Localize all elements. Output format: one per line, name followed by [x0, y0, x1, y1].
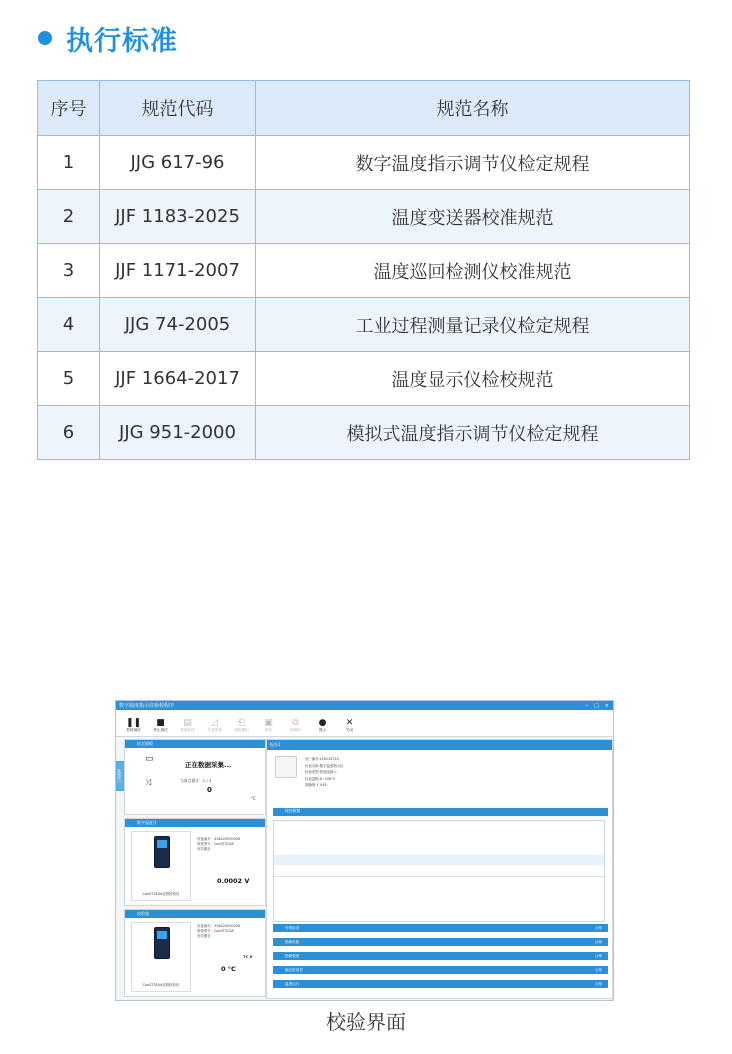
row-no: 3 — [38, 244, 100, 298]
calibrator-panel — [124, 909, 266, 997]
simulate-label: 检校模拟 — [234, 728, 249, 732]
simulate-button — [228, 718, 255, 736]
window-controls — [586, 703, 613, 709]
row-code: JJG 951-2000 — [100, 406, 256, 460]
software-screenshot — [115, 700, 614, 1001]
stop-icon: ■ — [156, 718, 165, 728]
table-row — [38, 136, 690, 190]
section-label: 绝缘电阻 — [285, 939, 300, 944]
device-info: 设备编号：316A20050008 规格型号：ConST31XA 有效期至： — [197, 837, 241, 851]
checkpoint-label: 当前点值计：1 / 3 — [180, 778, 212, 783]
row-code: JJF 1664-2017 — [100, 352, 256, 406]
device-frame — [131, 922, 191, 992]
ok-badge: 合格 — [594, 967, 602, 972]
row-name: 工业过程测量记录仪检定规程 — [256, 298, 690, 352]
ok-badge: 合格 — [594, 981, 602, 986]
row-code: JJG 74-2005 — [100, 298, 256, 352]
table-row — [38, 406, 690, 460]
window-titlebar — [116, 701, 613, 710]
grid-row-selected — [274, 855, 604, 865]
header-code: 规范代码 — [100, 81, 256, 136]
hint-button — [309, 718, 336, 736]
table-row — [38, 298, 690, 352]
device-info: 设备编号：316A20050008 规格型号：ConST31XA 有效期至： — [197, 924, 241, 938]
curve-button — [174, 718, 201, 736]
row-name: 数字温度指示调节仪检定规程 — [256, 136, 690, 190]
device-name: ConST31XA过程校验仪 — [142, 892, 180, 896]
bullet-dot-icon — [38, 31, 52, 45]
section-label: 温度运行 — [285, 981, 300, 986]
calibrator-value: 0 °C — [221, 965, 236, 973]
report-label: 计量报表 — [207, 728, 222, 732]
panel-header: 校验器 — [125, 910, 265, 918]
calibrator-device-icon — [154, 836, 170, 868]
row-no: 6 — [38, 406, 100, 460]
row-code: JJF 1171-2007 — [100, 244, 256, 298]
grid-row — [274, 867, 604, 877]
meter-value: 0.0002 V — [217, 877, 250, 885]
section-title: 执行标准 — [66, 25, 178, 57]
maximize-icon: □ — [594, 702, 599, 709]
check-value: 0 — [207, 786, 212, 794]
shuffle-icon: ⤨ — [145, 778, 152, 787]
row-no: 1 — [38, 136, 100, 190]
ok-badge: 合格 — [594, 925, 602, 930]
row-code: JJF 1183-2025 — [100, 190, 256, 244]
new-test-label: 新测试 — [290, 728, 301, 732]
section-bar — [273, 938, 608, 946]
window-title: 数字温度指示仪检校程序 — [119, 703, 175, 709]
monitor-icon: ▭ — [145, 754, 154, 764]
row-name: 温度显示仪检校规范 — [256, 352, 690, 406]
instrument-image-icon — [275, 756, 297, 778]
save-icon: ▣ — [264, 718, 273, 728]
section-label: 检校数据 — [285, 808, 301, 813]
device-frame — [131, 831, 191, 901]
instrument-info: 出厂编号:c20110710 仪表名称:数字温度指示仪 仪表类型:热电阻指示 仪表量程:0~100°C 准确度:1 %FS — [305, 757, 344, 787]
close-icon: × — [604, 702, 609, 709]
header-no: 序号 — [38, 81, 100, 136]
meter-panel — [124, 818, 266, 906]
report-tab: 报告1 — [267, 740, 612, 750]
section-bar — [273, 924, 608, 932]
close-button — [336, 718, 363, 736]
row-name: 温度变送器校准规范 — [256, 190, 690, 244]
simulate-icon: ⎗ — [237, 718, 246, 728]
curve-label: 校准曲线 — [180, 728, 195, 732]
table-header-row — [38, 81, 690, 136]
section-bar — [273, 966, 608, 974]
ok-badge: 合格 — [594, 953, 602, 958]
row-no: 5 — [38, 352, 100, 406]
pause-button — [120, 718, 147, 736]
side-tab: 数据窗口 — [116, 761, 124, 791]
panel-header: 检定面板 — [125, 740, 265, 748]
pause-icon: ❚❚ — [125, 718, 142, 728]
info-icon: ● — [318, 718, 327, 728]
tc-label: TC 6 — [243, 954, 253, 959]
panel-header: 数字温度计 — [125, 819, 265, 827]
table-row — [38, 244, 690, 298]
row-code: JJG 617-96 — [100, 136, 256, 190]
report-pane — [266, 739, 613, 999]
status-text: 正在数据采集... — [185, 761, 232, 769]
row-no: 4 — [38, 298, 100, 352]
table-row — [38, 352, 690, 406]
pause-label: 暂停测试 — [126, 728, 141, 732]
section-bar — [273, 952, 608, 960]
section-label: 绝缘强度 — [285, 953, 300, 958]
section-bar — [273, 980, 608, 988]
calibrator-device-icon — [154, 927, 170, 959]
check-unit: °C — [251, 796, 256, 801]
data-grid — [273, 820, 605, 922]
report-button — [201, 718, 228, 736]
close-label: 关闭 — [345, 728, 354, 732]
section-heading — [38, 18, 178, 58]
toolbar — [116, 710, 613, 737]
table-row — [38, 190, 690, 244]
save-label: 保存 — [264, 728, 273, 732]
stop-label: 停止测试 — [153, 728, 168, 732]
x-icon: ✕ — [345, 718, 354, 728]
standards-table — [37, 80, 690, 460]
stop-button — [147, 718, 174, 736]
section-label: 稳定度误差 — [285, 967, 303, 972]
row-name: 温度巡回检测仪校准规范 — [256, 244, 690, 298]
curve-icon: ▤ — [183, 718, 192, 728]
hint-label: 提示 — [318, 728, 327, 732]
row-name: 模拟式温度指示调节仪检定规程 — [256, 406, 690, 460]
report-icon: ◿ — [211, 718, 218, 728]
minimize-icon: – — [585, 702, 589, 709]
header-name: 规范名称 — [256, 81, 690, 136]
new-test-button — [282, 718, 309, 736]
ok-badge: 合格 — [594, 939, 602, 944]
save-button — [255, 718, 282, 736]
row-no: 2 — [38, 190, 100, 244]
section-bar — [273, 808, 608, 816]
new-test-icon: ⧉ — [292, 718, 299, 728]
inspect-panel — [124, 739, 266, 815]
screenshot-caption: 校验界面 — [326, 1010, 406, 1034]
device-name: ConST31XA过程校验仪 — [142, 983, 180, 987]
section-label: 外观检查 — [285, 925, 300, 930]
